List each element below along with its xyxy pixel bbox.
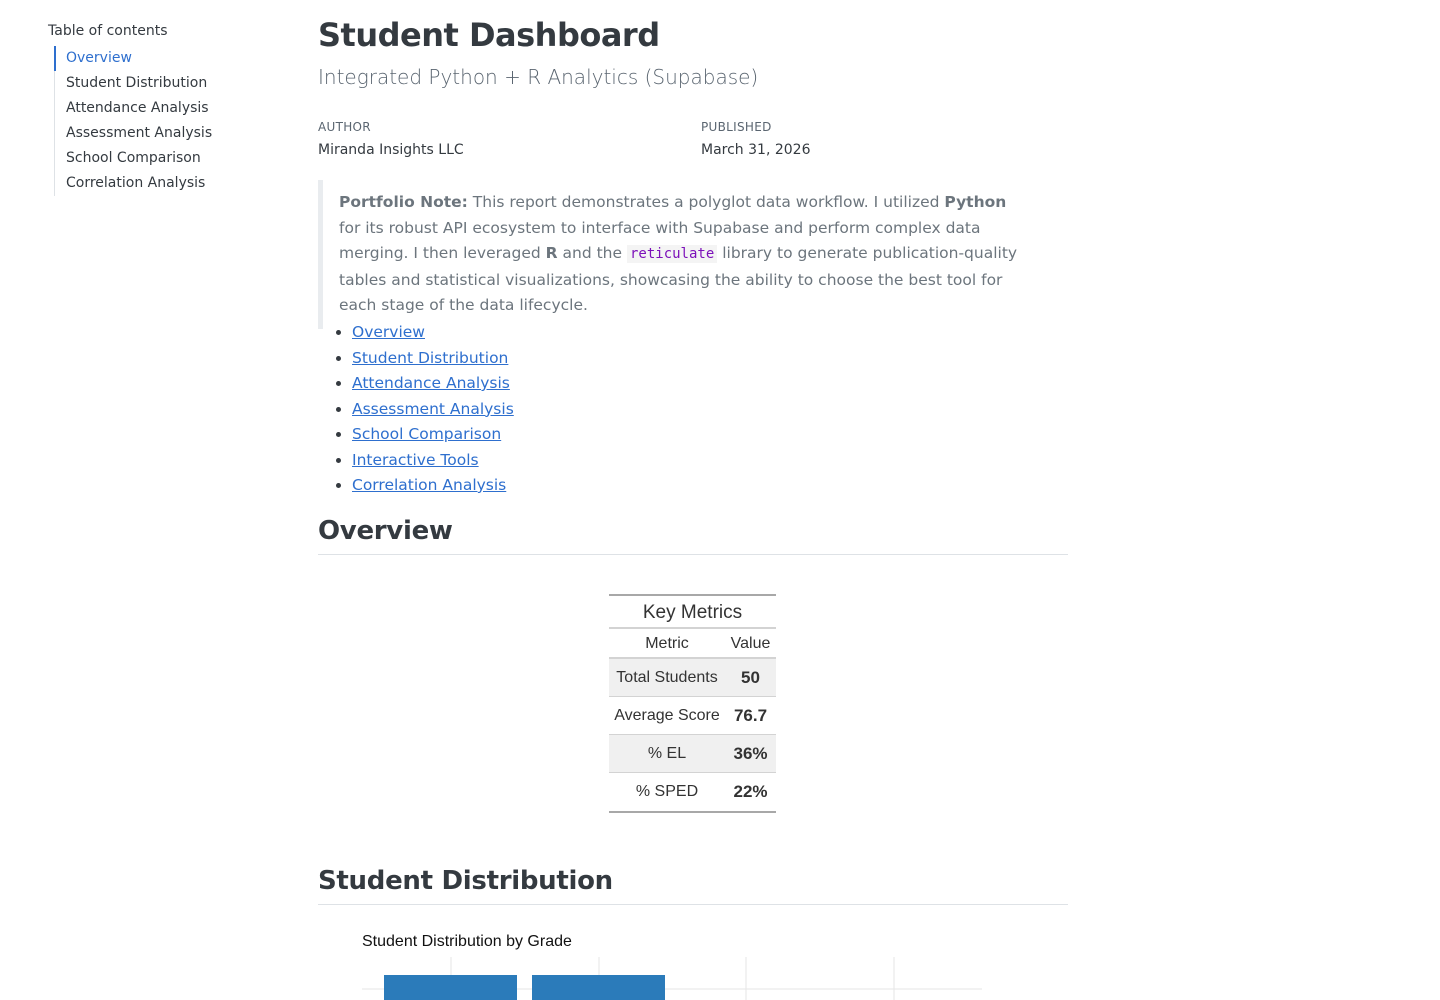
list-item — [352, 371, 514, 397]
key-metrics-title: Key Metrics — [609, 596, 776, 629]
callout-text-4: library to generate publication-quality tables and statistical visualizations, showcasing the ability to choose the best tool for each stage of the data lifecycle. — [339, 244, 1018, 314]
list-item — [352, 320, 514, 346]
callout-python: Python — [944, 193, 1007, 211]
author-value: Miranda Insights LLC — [318, 142, 464, 158]
list-item — [352, 473, 514, 499]
chart-bar — [384, 975, 517, 1000]
metric-cell: % EL — [647, 745, 687, 762]
link-overview[interactable]: Overview — [352, 323, 425, 341]
table-row — [609, 735, 776, 773]
metric-cell: Total Students — [616, 669, 718, 686]
key-metrics-table — [609, 594, 776, 813]
published-value: March 31, 2026 — [701, 142, 811, 158]
value-cell: 76.7 — [733, 706, 768, 725]
value-cell: 36% — [733, 744, 768, 763]
table-row — [609, 659, 776, 697]
table-row — [609, 773, 776, 811]
table-of-contents — [48, 22, 248, 196]
published-block — [701, 119, 810, 159]
list-item — [352, 448, 514, 474]
callout-code: reticulate — [627, 245, 717, 263]
section-links — [352, 320, 514, 499]
table-row — [609, 697, 776, 735]
callout-r: R — [545, 244, 558, 262]
list-item — [352, 422, 514, 448]
toc-list — [54, 46, 248, 196]
toc-item-student-distribution[interactable]: Student Distribution — [66, 75, 208, 91]
page-title: Student Dashboard — [318, 16, 660, 54]
link-interactive-tools[interactable]: Interactive Tools — [352, 450, 479, 469]
section-heading-overview: Overview — [318, 516, 1068, 555]
callout-text-2: for its robust API ecosystem to interface with Supabase and perform complex data merging. I then leveraged — [339, 218, 981, 262]
value-cell: 22% — [733, 782, 768, 801]
toc-item-attendance-analysis[interactable]: Attendance Analysis — [66, 100, 209, 116]
toc-title: Table of contents — [48, 23, 168, 39]
chart-bar — [532, 975, 665, 1000]
metric-cell: % SPED — [635, 783, 699, 800]
link-correlation-analysis[interactable]: Correlation Analysis — [352, 476, 507, 494]
metric-cell: Average Score — [614, 707, 720, 724]
chart-title: Student Distribution by Grade — [362, 933, 572, 950]
callout-text-1: This report demonstrates a polyglot data workflow. I utilized — [467, 193, 945, 211]
list-item — [352, 397, 514, 423]
section-heading-student-distribution: Student Distribution — [318, 866, 1068, 905]
callout-text-3: and the — [557, 244, 627, 262]
toc-item-school-comparison[interactable]: School Comparison — [66, 150, 201, 166]
toc-item-correlation-analysis[interactable]: Correlation Analysis — [66, 175, 206, 191]
link-school-comparison[interactable]: School Comparison — [352, 425, 502, 443]
column-header-value: Value — [730, 635, 771, 652]
toc-item-overview[interactable]: Overview — [54, 46, 248, 71]
link-assessment-analysis[interactable]: Assessment Analysis — [352, 399, 514, 418]
toc-item-assessment-analysis[interactable]: Assessment Analysis — [66, 125, 213, 141]
page-subtitle: Integrated Python + R Analytics (Supabase) — [318, 65, 759, 89]
published-label: PUBLISHED — [701, 120, 772, 134]
key-metrics-header — [609, 629, 776, 659]
link-attendance-analysis[interactable]: Attendance Analysis — [352, 374, 510, 392]
author-block — [318, 119, 464, 159]
link-student-distribution[interactable]: Student Distribution — [352, 348, 509, 367]
student-distribution-chart — [362, 922, 982, 1000]
portfolio-note-callout — [318, 180, 1030, 329]
author-label: AUTHOR — [318, 120, 371, 134]
list-item — [352, 346, 514, 372]
value-cell: 50 — [741, 668, 760, 687]
column-header-metric: Metric — [645, 635, 689, 652]
callout-lead: Portfolio Note: — [339, 193, 468, 211]
